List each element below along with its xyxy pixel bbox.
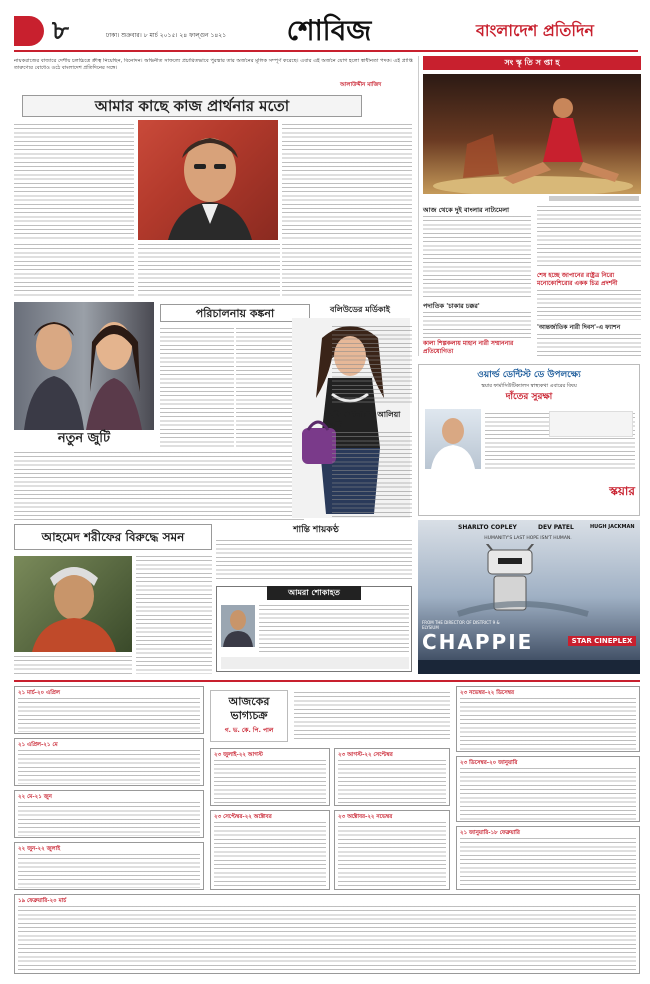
planning-headline-box — [160, 304, 310, 322]
zodiac-cancer-range: ২২ জুন-২২ জুলাই — [18, 846, 61, 852]
movie-ad-footer — [418, 660, 640, 674]
lead-headline-box — [22, 95, 362, 117]
couple-illustration — [14, 302, 154, 430]
zodiac-capricorn-range: ২৩ ডিসেম্বর-২০ জানুয়ারি — [460, 760, 518, 766]
dancer-illustration — [423, 74, 641, 194]
condolence-headline: শান্তি শায়কণ্ঠ — [293, 525, 339, 535]
movie-ad-actor-1: SHARLTO COPLEY — [458, 524, 517, 531]
man-illustration — [14, 556, 132, 652]
culture-story-2-head: পদাতিক 'চাকার চক্কর' — [423, 302, 480, 310]
doctor-photo — [425, 409, 481, 469]
lead-column-3 — [14, 244, 134, 296]
culture-story-5-head: 'আন্তর্জাতিক নারী দিবস'-এ ফ্যাশন — [537, 324, 621, 331]
dental-ad-brand: স্কয়ার — [609, 484, 635, 498]
bollywood-body — [332, 326, 412, 406]
movie-ad[interactable] — [418, 520, 640, 674]
movie-ad-actor-2: DEV PATEL — [538, 524, 574, 531]
couple-body — [14, 452, 304, 522]
condolence-box — [216, 586, 412, 672]
zodiac-capricorn — [456, 756, 640, 822]
zodiac-capricorn-body — [460, 768, 636, 820]
zodiac-scorpio-range: ২৩ অক্টোবর-২২ নভেম্বর — [338, 814, 393, 820]
dental-ad-topic: দাঁতের সুরক্ষা — [505, 392, 553, 402]
movie-ad-tagline: HUMANITY'S LAST HOPE ISN'T HUMAN. — [484, 536, 572, 541]
zodiac-taurus — [14, 738, 204, 786]
condolence-footer — [221, 657, 409, 669]
lead-intro: নায়করাজের বাজারে দেশীয় চলচ্চিত্রে ক্রীত্ব নিয়েছিন, বিনোদন। অভিনীত সাফল্যে প্রচারিতভাবে পুরস্কার তার অর্জনের মূলিক সম্পূর্ণ করেছে। এবার এই অর্জনে যোগ হলো স্বাধীনতা পদক। এই প্রাপ্তি তারুণ্যের বোধেও ওঠে বাংলাদেশ প্রতিদিনের সঙ্গে। — [14, 58, 413, 71]
theatre-photo — [423, 74, 641, 194]
culture-story-3-head: কালা শিল্পকলায় মাহান নারী সম্মাননার প্রতিযোগিতা — [423, 340, 514, 355]
zodiac-leo — [210, 748, 330, 806]
zodiac-libra-range: ২৩ সেপ্টেম্বর-২২ অক্টোবর — [214, 814, 272, 820]
horoscope-center — [210, 690, 288, 742]
culture-story-4-head: শেষ হচ্ছে জাপানের রাষ্ট্রত্র নিরো মনোকোশিরোর একক চিত্র প্রদর্শনী — [537, 272, 618, 287]
horoscope-section — [14, 680, 640, 976]
condolence-body — [216, 540, 412, 580]
portrait-illustration — [138, 120, 278, 240]
zodiac-aries — [14, 686, 204, 734]
zodiac-libra — [210, 810, 330, 890]
culture-week-banner — [423, 56, 641, 70]
dental-ad-footer — [425, 477, 545, 507]
lead-column-4 — [138, 244, 280, 296]
lead-column-5 — [282, 244, 412, 296]
zodiac-gemini — [14, 790, 204, 838]
zodiac-leo-range: ২৩ জুলাই-২২ আগস্ট — [214, 752, 263, 758]
summons-photo — [14, 556, 132, 652]
condolence-box-title-bar — [267, 586, 361, 600]
page-number-badge — [14, 16, 44, 46]
couple-headline: নতুন জুটি — [57, 431, 111, 446]
lead-column-2 — [282, 124, 412, 239]
summons-headline: আহমেদ শরীফের বিরুদ্ধে সমন — [41, 530, 185, 544]
zodiac-virgo — [334, 748, 450, 806]
zodiac-aquarius — [456, 826, 640, 890]
culture-week-panel — [418, 56, 640, 356]
dental-ad[interactable] — [418, 364, 640, 516]
movie-ad-credit: FROM THE DIRECTOR OF DISTRICT 9 & ELYSIUM — [422, 620, 500, 630]
zodiac-sagittarius-range: ২৩ নভেম্বর-২২ ডিসেম্বর — [460, 690, 515, 696]
zodiac-sagittarius-body — [460, 698, 636, 750]
zodiac-libra-body — [214, 822, 326, 888]
culture-story-5-body — [537, 334, 641, 356]
zodiac-pisces — [14, 894, 640, 974]
condolence-photo — [221, 605, 255, 647]
lead-headline: আমার কাছে কাজ প্রার্থনার মতো — [94, 97, 290, 115]
condolence-box-title: আমরা শোকাহত — [288, 588, 340, 597]
zodiac-aries-range: ২১ মার্চ-২০ এপ্রিল — [18, 690, 60, 696]
culture-story-4-body — [537, 290, 641, 320]
zodiac-taurus-range: ২১ এপ্রিল-২১ মে — [18, 742, 58, 748]
summons-headline-box — [14, 524, 212, 550]
zodiac-virgo-body — [338, 760, 446, 804]
planning-headline: পরিচালনায় কঙ্কনা — [195, 307, 275, 320]
planning-body-2 — [236, 328, 292, 448]
section-title: শোবিজ — [286, 14, 372, 47]
culture-story-1-body — [423, 216, 531, 298]
culture-story-col-right-1 — [537, 206, 641, 268]
zodiac-pisces-body — [18, 906, 636, 970]
zodiac-sagittarius — [456, 686, 640, 752]
person-icon — [221, 605, 255, 647]
summons-caption — [14, 656, 132, 674]
lead-byline: আলাউদ্দীন মাজিদ — [340, 82, 382, 88]
condolence-box-body — [259, 605, 409, 653]
hockey-headline: হকি খেলোয়াড় আলিয়া ভাট — [330, 410, 401, 429]
page-number: ৮ — [52, 16, 69, 46]
dateline: ঢাকা। শুক্রবার। ৮ মার্চ ২০১৫। ২৪ ফাল্গুন ১৪২১ — [106, 32, 227, 39]
zodiac-virgo-range: ২৩ আগস্ট-২২ সেপ্টেম্বর — [338, 752, 393, 758]
zodiac-taurus-body — [18, 750, 200, 784]
movie-ad-cinema: STAR CINEPLEX — [568, 636, 636, 646]
hockey-body — [332, 432, 412, 518]
culture-story-2-body — [423, 312, 531, 338]
zodiac-scorpio-body — [338, 822, 446, 888]
paper-name: বাংলাদেশ প্রতিদিন — [476, 21, 594, 40]
movie-ad-title: CHAPPIE — [422, 630, 534, 654]
horoscope-author: গ. ভ. কে. পি. পাল — [224, 727, 274, 734]
page-header — [14, 14, 638, 52]
lead-column-1 — [14, 124, 134, 239]
lead-photo — [138, 120, 278, 240]
zodiac-cancer-body — [18, 854, 200, 888]
horoscope-title: আজকের ভাগ্যচক্র — [228, 695, 270, 722]
planning-body-1 — [160, 328, 234, 448]
zodiac-gemini-range: ২২ মে-২১ জুন — [18, 794, 52, 800]
bollywood-headline: বলিউডের মর্ডিকাই — [330, 304, 390, 314]
culture-week-title: সং স্কৃ তি স প্তা হ — [504, 58, 560, 67]
dental-ad-subtitle: স্কয়ার ফার্মাসিউটিক্যালস স্বাস্থ্যকথা এবারের বিষয় — [481, 383, 577, 389]
movie-ad-actor-3: HUGH JACKMAN — [590, 524, 635, 530]
zodiac-aquarius-range: ২১ জানুয়ারি-১৮ ফেব্রুয়ারি — [460, 830, 520, 836]
zodiac-leo-body — [214, 760, 326, 804]
summons-body-1 — [136, 556, 212, 674]
culture-story-1-head: আজ থেকে দুই বাংলার নাট্যমেলা — [423, 206, 509, 214]
zodiac-scorpio — [334, 810, 450, 890]
zodiac-aquarius-body — [460, 838, 636, 888]
zodiac-gemini-body — [18, 802, 200, 836]
theatre-caption — [549, 196, 639, 201]
couple-photo — [14, 302, 154, 430]
dental-ad-title: ওয়ার্ল্ড ডেন্টিস্ট ডে উপলক্ষ্যে — [477, 370, 581, 380]
zodiac-pisces-range: ১৯ ফেব্রুয়ারি-২০ মার্চ — [18, 898, 67, 904]
doctor-icon — [425, 409, 481, 469]
zodiac-aries-body — [18, 698, 200, 732]
dental-ad-phone-box — [549, 411, 633, 437]
robot-illustration — [418, 544, 640, 624]
horoscope-intro — [294, 692, 450, 742]
zodiac-cancer — [14, 842, 204, 890]
